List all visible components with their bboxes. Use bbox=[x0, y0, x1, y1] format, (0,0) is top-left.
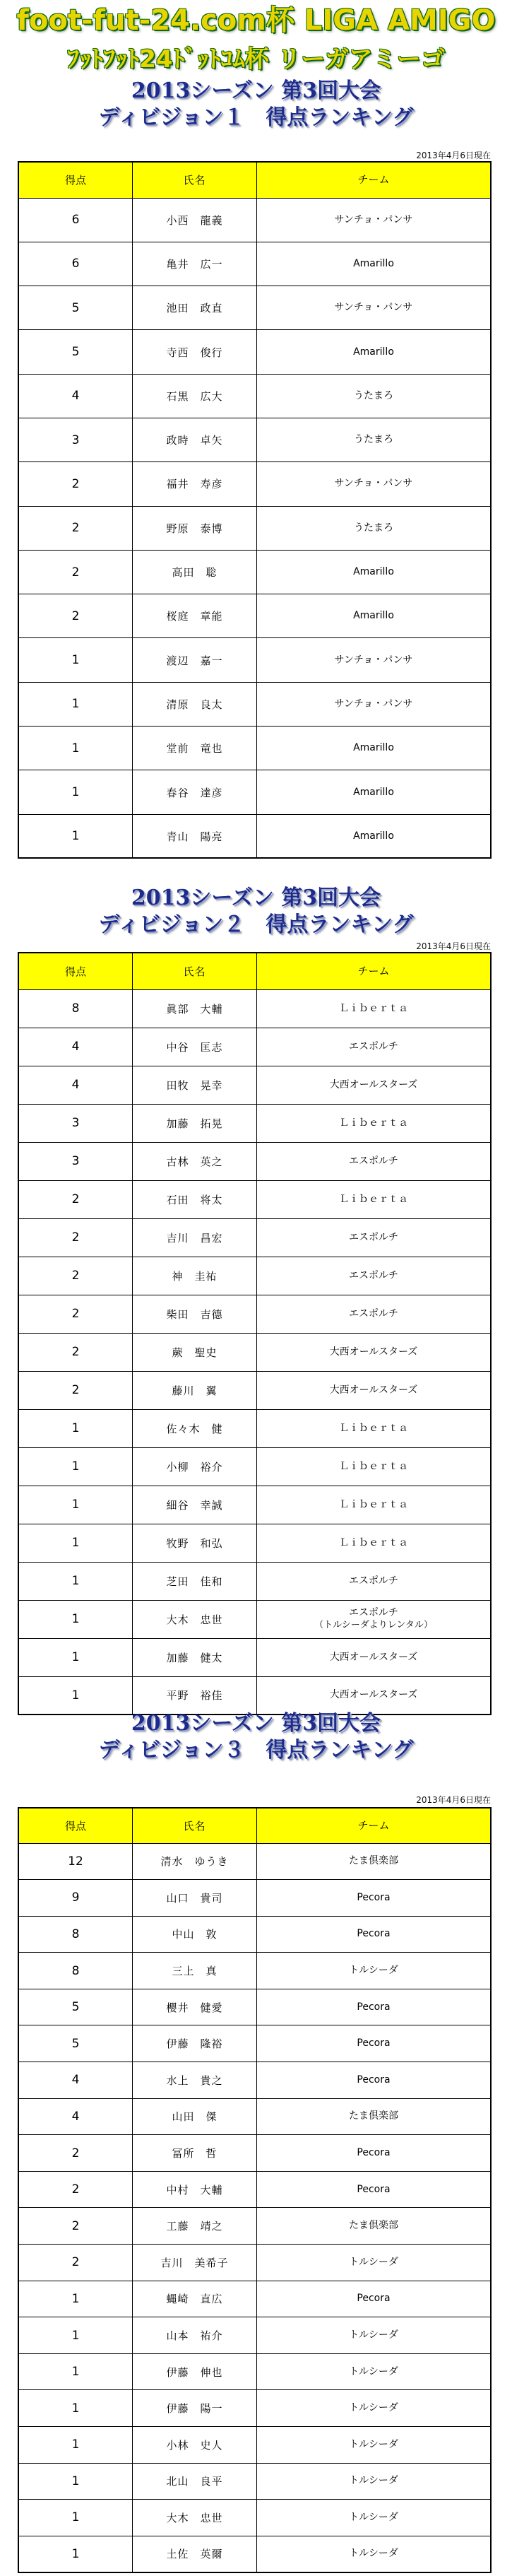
table-row bbox=[18, 1257, 491, 1295]
points-cell: 1 bbox=[18, 1409, 133, 1447]
team-name: エスポルチ bbox=[349, 1155, 398, 1167]
division-1-title: 2013シーズン 第3回大会 bbox=[131, 78, 381, 103]
player-name-cell: 中村 大輔 bbox=[133, 2171, 257, 2208]
team-name: Ｌｉｂｅｒｔａ bbox=[339, 1422, 408, 1434]
header-points: 得点 bbox=[18, 1808, 133, 1843]
player-name-cell: 小柳 裕介 bbox=[133, 1447, 257, 1486]
player-name-cell: 山田 傑 bbox=[133, 2098, 257, 2135]
team-cell bbox=[257, 1638, 492, 1676]
table-row bbox=[18, 1180, 491, 1218]
table-row bbox=[18, 1676, 491, 1715]
player-name-cell: 北山 良平 bbox=[133, 2463, 257, 2500]
table-row bbox=[18, 2427, 491, 2464]
player-name-cell: 土佐 英爾 bbox=[133, 2536, 257, 2572]
points-cell: 6 bbox=[18, 242, 133, 286]
table-row bbox=[18, 550, 491, 594]
team-cell bbox=[257, 242, 492, 286]
team-cell bbox=[257, 2536, 492, 2572]
points-cell: 1 bbox=[18, 2463, 133, 2500]
player-name-cell: 細谷 幸誠 bbox=[133, 1486, 257, 1524]
team-name: トルシーダ bbox=[349, 2329, 398, 2341]
team-cell bbox=[257, 1409, 492, 1447]
table-row bbox=[18, 2135, 491, 2172]
team-name: うたまろ bbox=[354, 522, 393, 534]
team-cell bbox=[257, 2353, 492, 2390]
player-name-cell: 蕨 聖史 bbox=[133, 1333, 257, 1371]
points-cell: 2 bbox=[18, 1257, 133, 1295]
team-cell bbox=[257, 1333, 492, 1371]
points-cell: 1 bbox=[18, 1562, 133, 1600]
player-name-cell: 伊藤 陽一 bbox=[133, 2390, 257, 2427]
header-team: チーム bbox=[257, 1808, 492, 1843]
table-row bbox=[18, 1880, 491, 1917]
team-name: 大西オールスターズ bbox=[329, 1689, 418, 1701]
points-cell: 2 bbox=[18, 1333, 133, 1371]
points-cell: 2 bbox=[18, 462, 133, 506]
table-row bbox=[18, 242, 491, 286]
points-cell: 4 bbox=[18, 1066, 133, 1104]
table-row bbox=[18, 594, 491, 638]
table-row bbox=[18, 1333, 491, 1371]
player-name-cell: 伊藤 伸也 bbox=[133, 2353, 257, 2390]
team-cell bbox=[257, 1104, 492, 1142]
player-name-cell: 池田 政直 bbox=[133, 286, 257, 330]
table-row bbox=[18, 374, 491, 418]
team-name: Amarillo bbox=[353, 346, 394, 358]
table-row bbox=[18, 814, 491, 858]
points-cell: 2 bbox=[18, 550, 133, 594]
player-name-cell: 春谷 達彦 bbox=[133, 770, 257, 814]
player-name-cell: 山本 祐介 bbox=[133, 2317, 257, 2354]
player-name-cell: 中谷 匡志 bbox=[133, 1028, 257, 1066]
table-row bbox=[18, 2463, 491, 2500]
table-row bbox=[18, 770, 491, 814]
team-cell bbox=[257, 2171, 492, 2208]
player-name-cell: 桜庭 章能 bbox=[133, 594, 257, 638]
table-row bbox=[18, 2390, 491, 2427]
player-name-cell: 山口 貴司 bbox=[133, 1880, 257, 1917]
team-cell bbox=[257, 1028, 492, 1066]
table-row bbox=[18, 1218, 491, 1257]
team-cell bbox=[257, 1953, 492, 1989]
team-name: トルシーダ bbox=[349, 2402, 398, 2414]
player-name-cell: 加藤 健太 bbox=[133, 1638, 257, 1676]
division-1-subtitle: ディビジョン１ 得点ランキング bbox=[98, 105, 414, 130]
table-row bbox=[18, 506, 491, 550]
division-1-ranking-table bbox=[18, 161, 492, 859]
points-cell: 4 bbox=[18, 374, 133, 418]
team-cell bbox=[257, 2098, 492, 2135]
points-cell: 1 bbox=[18, 2353, 133, 2390]
team-name: Ｌｉｂｅｒｔａ bbox=[339, 1498, 408, 1510]
table-row bbox=[18, 462, 491, 506]
site-banner-subtitle: ﾌｯﾄﾌｯﾄ24ﾄﾞｯﾄｺﾑ杯 リーガアミーゴ bbox=[67, 45, 445, 73]
points-cell: 2 bbox=[18, 594, 133, 638]
table-row bbox=[18, 1843, 491, 1880]
team-name: Ｌｉｂｅｒｔａ bbox=[339, 1117, 408, 1129]
team-name: エスポルチ bbox=[349, 1307, 398, 1319]
division-1-date: 2013年4月6日現在 bbox=[416, 151, 491, 160]
table-row bbox=[18, 1104, 491, 1142]
points-cell: 2 bbox=[18, 1295, 133, 1333]
table-row bbox=[18, 1562, 491, 1600]
team-name: トルシーダ bbox=[349, 2438, 398, 2450]
table-row bbox=[18, 1486, 491, 1524]
table-row bbox=[18, 2025, 491, 2062]
team-name: Pecora bbox=[357, 2147, 391, 2159]
table-row bbox=[18, 2208, 491, 2245]
table-row bbox=[18, 1142, 491, 1180]
points-cell: 3 bbox=[18, 418, 133, 461]
points-cell: 1 bbox=[18, 2390, 133, 2427]
team-cell bbox=[257, 1257, 492, 1295]
table-row bbox=[18, 1028, 491, 1066]
player-name-cell: 石田 将太 bbox=[133, 1180, 257, 1218]
team-name: サンチョ・パンサ bbox=[334, 478, 413, 490]
table-row bbox=[18, 1916, 491, 1953]
player-name-cell: 清水 ゆうき bbox=[133, 1843, 257, 1880]
division-2-subtitle: ディビジョン２ 得点ランキング bbox=[98, 912, 414, 937]
table-row bbox=[18, 286, 491, 330]
team-name: Amarillo bbox=[353, 830, 394, 842]
team-name: Ｌｉｂｅｒｔａ bbox=[339, 1193, 408, 1205]
team-cell bbox=[257, 594, 492, 638]
points-cell: 1 bbox=[18, 1638, 133, 1676]
player-name-cell: 古林 英之 bbox=[133, 1142, 257, 1180]
points-cell: 5 bbox=[18, 2025, 133, 2062]
points-cell: 1 bbox=[18, 2317, 133, 2354]
points-cell: 1 bbox=[18, 2427, 133, 2464]
table-header-row bbox=[18, 162, 491, 198]
team-cell bbox=[257, 2025, 492, 2062]
team-cell bbox=[257, 1843, 492, 1880]
points-cell: 1 bbox=[18, 770, 133, 814]
team-name: エスポルチ bbox=[349, 1607, 398, 1618]
team-name: 大西オールスターズ bbox=[329, 1651, 418, 1663]
player-name-cell: 大木 忠世 bbox=[133, 2500, 257, 2536]
team-name: Pecora bbox=[357, 1891, 391, 1903]
player-name-cell: 高田 聡 bbox=[133, 550, 257, 594]
points-cell: 8 bbox=[18, 989, 133, 1028]
team-name: 大西オールスターズ bbox=[329, 1346, 418, 1358]
points-cell: 4 bbox=[18, 2098, 133, 2135]
team-cell bbox=[257, 2135, 492, 2172]
team-cell bbox=[257, 418, 492, 461]
team-name: Pecora bbox=[357, 2001, 391, 2013]
player-name-cell: 藤川 翼 bbox=[133, 1371, 257, 1409]
points-cell: 8 bbox=[18, 1953, 133, 1989]
table-row bbox=[18, 2317, 491, 2354]
team-cell bbox=[257, 2500, 492, 2536]
table-row bbox=[18, 1066, 491, 1104]
points-cell: 4 bbox=[18, 2062, 133, 2099]
points-cell: 2 bbox=[18, 2171, 133, 2208]
points-cell: 1 bbox=[18, 1447, 133, 1486]
team-cell bbox=[257, 2208, 492, 2245]
player-name-cell: 伊藤 隆裕 bbox=[133, 2025, 257, 2062]
team-cell bbox=[257, 1142, 492, 1180]
team-name: Amarillo bbox=[353, 610, 394, 622]
team-name: 大西オールスターズ bbox=[329, 1078, 418, 1090]
points-cell: 1 bbox=[18, 814, 133, 858]
team-cell bbox=[257, 638, 492, 682]
team-name: Pecora bbox=[357, 2293, 391, 2305]
team-name: うたまろ bbox=[354, 389, 393, 401]
table-row bbox=[18, 330, 491, 374]
team-cell bbox=[257, 1916, 492, 1953]
player-name-cell: 亀井 広一 bbox=[133, 242, 257, 286]
points-cell: 8 bbox=[18, 1916, 133, 1953]
points-cell: 3 bbox=[18, 1142, 133, 1180]
team-name: Pecora bbox=[357, 2183, 391, 2195]
points-cell: 2 bbox=[18, 506, 133, 550]
header-points: 得点 bbox=[18, 162, 133, 198]
table-row bbox=[18, 1638, 491, 1676]
team-cell bbox=[257, 1486, 492, 1524]
player-name-cell: 石黒 広大 bbox=[133, 374, 257, 418]
team-cell bbox=[257, 1180, 492, 1218]
player-name-cell: 福井 寿彦 bbox=[133, 462, 257, 506]
team-name: エスポルチ bbox=[349, 1269, 398, 1281]
team-cell bbox=[257, 1989, 492, 2025]
team-name: Pecora bbox=[357, 1928, 391, 1940]
division-3-ranking-table bbox=[18, 1807, 492, 2573]
team-name: Amarillo bbox=[353, 566, 394, 578]
table-header-row bbox=[18, 1808, 491, 1843]
team-name: サンチョ・パンサ bbox=[334, 302, 413, 314]
points-cell: 2 bbox=[18, 1371, 133, 1409]
player-name-cell: 吉川 美希子 bbox=[133, 2245, 257, 2281]
division-3-subtitle: ディビジョン３ 得点ランキング bbox=[98, 1738, 414, 1763]
player-name-cell: 清原 良太 bbox=[133, 682, 257, 726]
table-row bbox=[18, 2245, 491, 2281]
table-row bbox=[18, 2098, 491, 2135]
division-2-title: 2013シーズン 第3回大会 bbox=[131, 886, 381, 910]
table-row bbox=[18, 1524, 491, 1562]
player-name-cell: 中山 敦 bbox=[133, 1916, 257, 1953]
team-name: Ｌｉｂｅｒｔａ bbox=[339, 1460, 408, 1472]
team-name: たま倶楽部 bbox=[349, 1855, 398, 1867]
team-cell bbox=[257, 814, 492, 858]
points-cell: 5 bbox=[18, 286, 133, 330]
team-cell bbox=[257, 2317, 492, 2354]
points-cell: 2 bbox=[18, 2135, 133, 2172]
team-name: サンチョ・パンサ bbox=[334, 213, 413, 225]
table-row bbox=[18, 1409, 491, 1447]
player-name-cell: 眞部 大輔 bbox=[133, 989, 257, 1028]
table-row bbox=[18, 638, 491, 682]
team-name: うたまろ bbox=[354, 434, 393, 446]
team-name: トルシーダ bbox=[349, 2365, 398, 2377]
points-cell: 1 bbox=[18, 2500, 133, 2536]
table-row bbox=[18, 198, 491, 242]
table-row bbox=[18, 2500, 491, 2536]
player-name-cell: 政時 卓矢 bbox=[133, 418, 257, 461]
team-name: Amarillo bbox=[353, 786, 394, 798]
table-row bbox=[18, 2281, 491, 2317]
team-name: エスポルチ bbox=[349, 1040, 398, 1052]
table-row bbox=[18, 989, 491, 1028]
team-cell bbox=[257, 727, 492, 770]
team-cell bbox=[257, 2062, 492, 2099]
header-points: 得点 bbox=[18, 953, 133, 989]
team-cell bbox=[257, 989, 492, 1028]
team-cell bbox=[257, 374, 492, 418]
points-cell: 1 bbox=[18, 1524, 133, 1562]
team-cell bbox=[257, 550, 492, 594]
header-name: 氏名 bbox=[133, 953, 257, 989]
team-name: サンチョ・パンサ bbox=[334, 654, 413, 666]
header-name: 氏名 bbox=[133, 162, 257, 198]
points-cell: 1 bbox=[18, 1676, 133, 1715]
team-name: 大西オールスターズ bbox=[329, 1384, 418, 1396]
player-name-cell: 冨所 哲 bbox=[133, 2135, 257, 2172]
player-name-cell: 神 圭祐 bbox=[133, 1257, 257, 1295]
player-name-cell: 工藤 靖之 bbox=[133, 2208, 257, 2245]
team-name: Amarillo bbox=[353, 742, 394, 754]
points-cell: 1 bbox=[18, 1486, 133, 1524]
site-banner-title: foot-fut-24.com杯 LIGA AMIGO bbox=[16, 4, 496, 37]
table-row bbox=[18, 2171, 491, 2208]
player-name-cell: 三上 真 bbox=[133, 1953, 257, 1989]
team-cell bbox=[257, 682, 492, 726]
player-name-cell: 佐々木 健 bbox=[133, 1409, 257, 1447]
player-name-cell: 水上 貴之 bbox=[133, 2062, 257, 2099]
table-row bbox=[18, 1953, 491, 1989]
player-name-cell: 田牧 晃幸 bbox=[133, 1066, 257, 1104]
team-cell bbox=[257, 1676, 492, 1715]
player-name-cell: 堂前 竜也 bbox=[133, 727, 257, 770]
team-cell bbox=[257, 1371, 492, 1409]
team-cell bbox=[257, 770, 492, 814]
team-name: Amarillo bbox=[353, 257, 394, 269]
team-cell bbox=[257, 286, 492, 330]
player-name-cell: 加藤 拓晃 bbox=[133, 1104, 257, 1142]
team-name: エスポルチ bbox=[349, 1231, 398, 1243]
points-cell: 9 bbox=[18, 1880, 133, 1917]
points-cell: 6 bbox=[18, 198, 133, 242]
points-cell: 2 bbox=[18, 1180, 133, 1218]
team-cell bbox=[257, 2245, 492, 2281]
table-row bbox=[18, 2062, 491, 2099]
team-cell bbox=[257, 462, 492, 506]
table-row bbox=[18, 1447, 491, 1486]
table-row bbox=[18, 1295, 491, 1333]
table-row bbox=[18, 1600, 491, 1638]
player-name-cell: 渡辺 嘉一 bbox=[133, 638, 257, 682]
header-name: 氏名 bbox=[133, 1808, 257, 1843]
player-name-cell: 小西 龍義 bbox=[133, 198, 257, 242]
points-cell: 3 bbox=[18, 1104, 133, 1142]
table-row bbox=[18, 1989, 491, 2025]
team-name: トルシーダ bbox=[349, 2548, 398, 2560]
points-cell: 1 bbox=[18, 727, 133, 770]
team-name: エスポルチ bbox=[349, 1575, 398, 1587]
team-cell bbox=[257, 330, 492, 374]
team-name: Ｌｉｂｅｒｔａ bbox=[339, 1536, 408, 1548]
player-name-cell: 芝田 佳和 bbox=[133, 1562, 257, 1600]
team-cell bbox=[257, 1295, 492, 1333]
team-cell bbox=[257, 2427, 492, 2464]
points-cell: 2 bbox=[18, 2208, 133, 2245]
team-name: サンチョ・パンサ bbox=[334, 698, 413, 710]
player-name-cell: 寺西 俊行 bbox=[133, 330, 257, 374]
player-name-cell: 蝿崎 直広 bbox=[133, 2281, 257, 2317]
team-name: Pecora bbox=[357, 2074, 391, 2086]
team-name: たま倶楽部 bbox=[349, 2110, 398, 2122]
division-3-title: 2013シーズン 第3回大会 bbox=[131, 1711, 381, 1736]
points-cell: 1 bbox=[18, 2281, 133, 2317]
team-name: トルシーダ bbox=[349, 2256, 398, 2268]
table-row bbox=[18, 418, 491, 461]
team-cell bbox=[257, 2281, 492, 2317]
points-cell: 12 bbox=[18, 1843, 133, 1880]
team-cell bbox=[257, 1066, 492, 1104]
points-cell: 2 bbox=[18, 2245, 133, 2281]
team-cell bbox=[257, 1447, 492, 1486]
team-cell bbox=[257, 1562, 492, 1600]
player-name-cell: 柴田 吉德 bbox=[133, 1295, 257, 1333]
player-name-cell: 野原 泰博 bbox=[133, 506, 257, 550]
player-name-cell: 青山 陽亮 bbox=[133, 814, 257, 858]
division-2-date: 2013年4月6日現在 bbox=[416, 941, 491, 951]
team-cell bbox=[257, 2463, 492, 2500]
player-name-cell: 吉川 昌宏 bbox=[133, 1218, 257, 1257]
player-name-cell: 牧野 和弘 bbox=[133, 1524, 257, 1562]
table-row bbox=[18, 682, 491, 726]
team-name: トルシーダ bbox=[349, 2475, 398, 2487]
team-cell bbox=[257, 1524, 492, 1562]
team-cell bbox=[257, 506, 492, 550]
team-name: たま倶楽部 bbox=[349, 2220, 398, 2232]
header-team: チーム bbox=[257, 162, 492, 198]
team-cell bbox=[257, 1880, 492, 1917]
points-cell: 1 bbox=[18, 638, 133, 682]
table-row bbox=[18, 2353, 491, 2390]
table-row bbox=[18, 1371, 491, 1409]
points-cell: 1 bbox=[18, 1600, 133, 1638]
table-row bbox=[18, 2536, 491, 2572]
team-name: トルシーダ bbox=[349, 1965, 398, 1977]
division-3-date: 2013年4月6日現在 bbox=[416, 1795, 491, 1805]
table-header-row bbox=[18, 953, 491, 989]
team-name: トルシーダ bbox=[349, 2511, 398, 2523]
points-cell: 5 bbox=[18, 1989, 133, 2025]
team-name: Ｌｉｂｅｒｔａ bbox=[339, 1002, 408, 1014]
points-cell: 5 bbox=[18, 330, 133, 374]
points-cell: 1 bbox=[18, 682, 133, 726]
header-team: チーム bbox=[257, 953, 492, 989]
team-name: Pecora bbox=[357, 2037, 391, 2049]
team-cell bbox=[257, 1600, 492, 1638]
division-2-ranking-table bbox=[18, 952, 492, 1715]
team-cell bbox=[257, 1218, 492, 1257]
player-name-cell: 櫻井 健愛 bbox=[133, 1989, 257, 2025]
player-name-cell: 平野 裕佳 bbox=[133, 1676, 257, 1715]
table-row bbox=[18, 727, 491, 770]
team-cell bbox=[257, 2390, 492, 2427]
team-cell bbox=[257, 198, 492, 242]
player-name-cell: 小林 史人 bbox=[133, 2427, 257, 2464]
points-cell: 4 bbox=[18, 1028, 133, 1066]
points-cell: 1 bbox=[18, 2536, 133, 2572]
team-note: （トルシーダよりレンタル） bbox=[314, 1620, 433, 1630]
player-name-cell: 大木 忠世 bbox=[133, 1600, 257, 1638]
points-cell: 2 bbox=[18, 1218, 133, 1257]
